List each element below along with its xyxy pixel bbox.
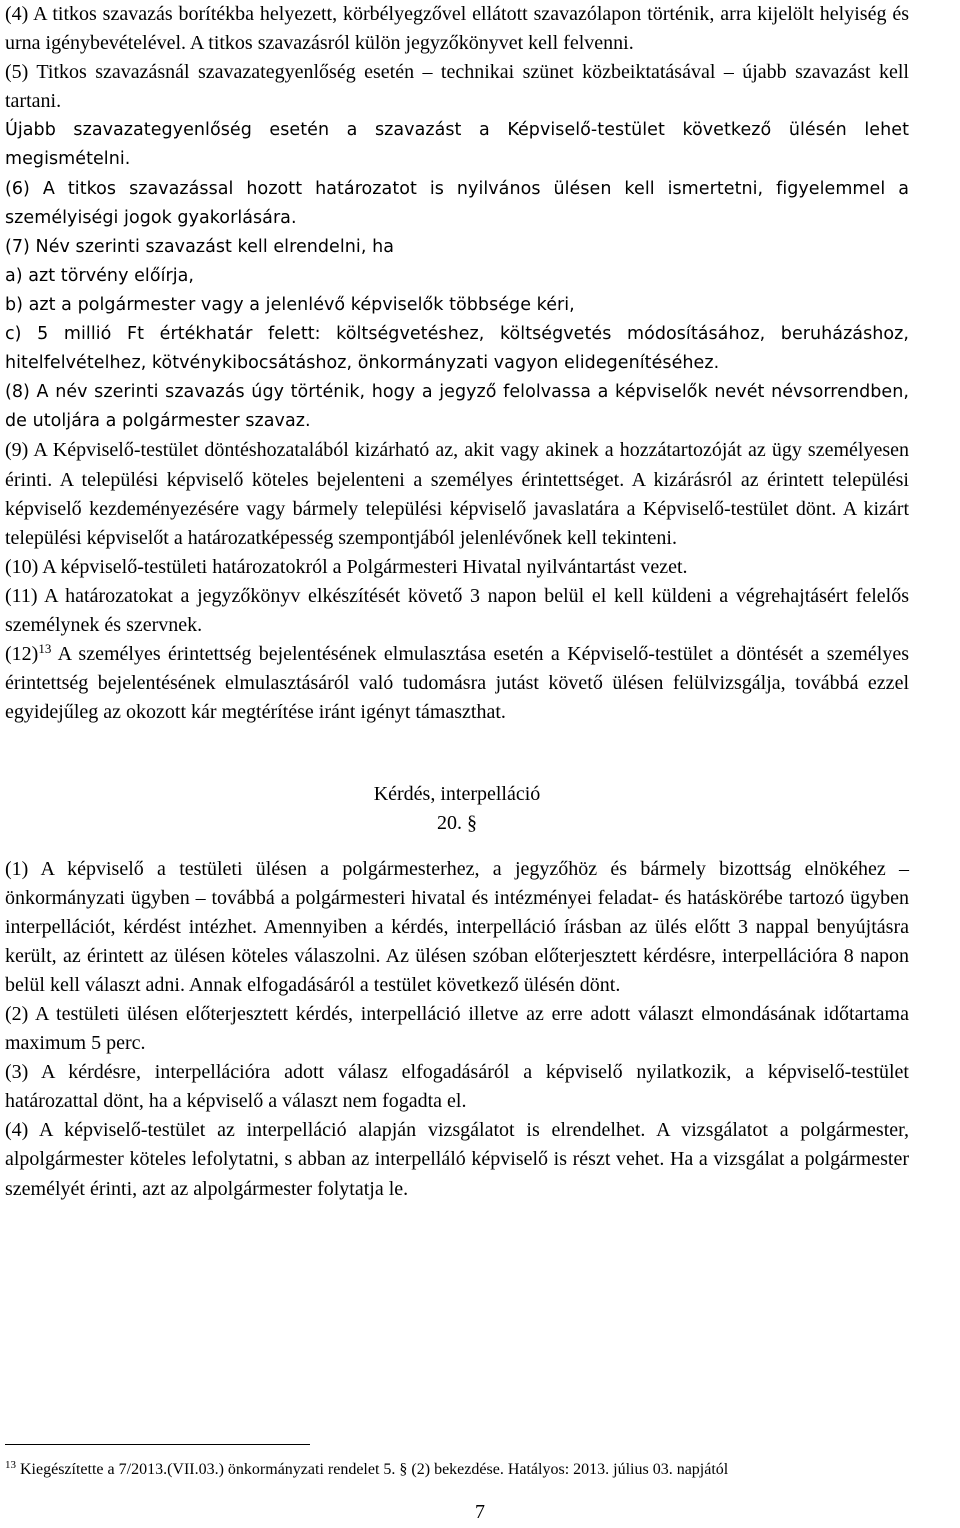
paragraph-12-text: A személyes érintettség bejelentésének elmulasztása esetén a Képviselő-testület a döntését a személyes érintettség bejelentésének elmulasztásáról való tudomásra jutást követő ülésen felülvizsgálja, továbbá ezzel egyidejűleg az okozott kár megtérítése iránt igényt támaszthat. — [5, 643, 909, 724]
section-paragraph-2: (2) A testületi ülésen előterjesztett kérdés, interpelláció illetve az erre adott választ elmondásának időtartama maximum 5 perc. — [5, 1003, 909, 1055]
paragraph-9: (9) A Képviselő-testület döntéshozatalából kizárható az, akit vagy akinek a hozzátartozóját az ügy személyesen érinti. A települési képviselő köteles bejelenteni a személyes érintettséget. A kizárásról az érintett települési képviselő kezdeményezésére vagy bármely települési képviselő javaslatára a Képviselő-testület dönt. A kizárt települési képviselőt a határozatképesség szempontjából jelenlévőnek kell tekinteni. — [5, 439, 909, 549]
paragraph-8: (8) A név szerinti szavazás úgy történik, hogy a jegyző felolvassa a képviselők nevét névsorrendben, de utoljára a polgármester szavaz. — [5, 382, 909, 432]
section-title: Kérdés, interpelláció — [373, 783, 541, 806]
section-paragraph-4: (4) A képviselő-testület az interpelláció alapján vizsgálatot is elrendelhet. A vizsgálatot a polgármester, alpolgármester köteles lefolytatni, s abban az interpelláló képviselő is részt vehet. Ha a vizsgálat a polgármester személyét érinti, azt az alpolgármester folytatja le. — [5, 1119, 909, 1200]
paragraph-7-item-b: b) azt a polgármester vagy a jelenlévő képviselők többsége kéri, — [5, 294, 575, 315]
footnote-marker: 13 — [5, 1459, 16, 1471]
paragraph-11: (11) A határozatokat a jegyzőkönyv elkészítését követő 3 napon belül el kell küldeni a végrehajtásért felelős személynek és szervnek. — [5, 584, 909, 636]
paragraph-10: (10) A képviselő-testületi határozatokról a Polgármesteri Hivatal nyilvántartást vezet. — [5, 555, 688, 578]
paragraph-6: (6) A titkos szavazással hozott határozatot is nyilvános ülésen kell ismertetni, figyelemmel a személyiségi jogok gyakorlására. — [5, 178, 909, 228]
page-body — [5, 0, 909, 1204]
paragraph-7-item-a: a) azt törvény előírja, — [5, 265, 195, 286]
footnote-text: Kiegészítette a 7/2013.(VII.03.) önkormányzati rendelet 5. § (2) bekezdése. Hatályos: 2013. július 03. napjától — [16, 1461, 729, 1478]
paragraph-12-label: (12) — [5, 643, 39, 666]
paragraph-7-item-c: c) 5 millió Ft értékhatár felett: költségvetéshez, költségvetés módosításához, beruházáshoz, hitelfelvételhez, kötvénykibocsátáshoz, önkormányzati vagyon elidegenítéséhez. — [5, 324, 909, 374]
spacer — [5, 727, 909, 780]
footnote-reference[interactable]: 13 — [38, 641, 52, 657]
section-number: 20. § — [437, 812, 477, 835]
paragraph-7-intro: (7) Név szerinti szavazást kell elrendelni, ha — [5, 236, 394, 257]
footnote-separator — [5, 1444, 310, 1445]
page-number: 7 — [475, 1501, 485, 1523]
paragraph-5-continuation: Újabb szavazategyenlőség esetén a szavazást a Képviselő-testület következő ülésén lehet megismételni. — [5, 120, 909, 170]
section-paragraph-3: (3) A kérdésre, interpellációra adott válasz elfogadásáról a képviselő nyilatkozik, a képviselő-testület határozattal dönt, ha a képviselő a választ nem fogadta el. — [5, 1061, 909, 1113]
footnote — [5, 1460, 960, 1480]
paragraph-5: (5) Titkos szavazásnál szavazategyenlőség esetén – technikai szünet közbeiktatásával – újabb szavazást kell tartani. — [5, 61, 909, 113]
paragraph-12 — [5, 640, 909, 727]
spacer — [5, 839, 909, 855]
section-paragraph-1: (1) A képviselő a testületi ülésen a polgármesterhez, a jegyzőhöz és bármely bizottság elnökéhez – önkormányzati ügyben – továbbá a polgármesteri hivatal és intézményei feladat- és hatáskörébe tartozó ügyben interpellációt, kérdést intézhet. Amennyiben a kérdés, interpelláció írásban az ülés előtt 3 nappal benyújtásra került, az érintett az ülésen köteles válaszolni. Az ülésen szóban előterjesztett kérdésre, interpellációra 8 napon belül kell választ adni. Annak elfogadásáról a testület következő ülésén dönt. — [5, 857, 909, 996]
paragraph-4: (4) A titkos szavazás borítékba helyezett, körbélyegzővel ellátott szavazólapon történik, arra kijelölt helyiség és urna igénybevételével. A titkos szavazásról külön jegyzőkönyvet kell felvenni. — [5, 3, 909, 55]
